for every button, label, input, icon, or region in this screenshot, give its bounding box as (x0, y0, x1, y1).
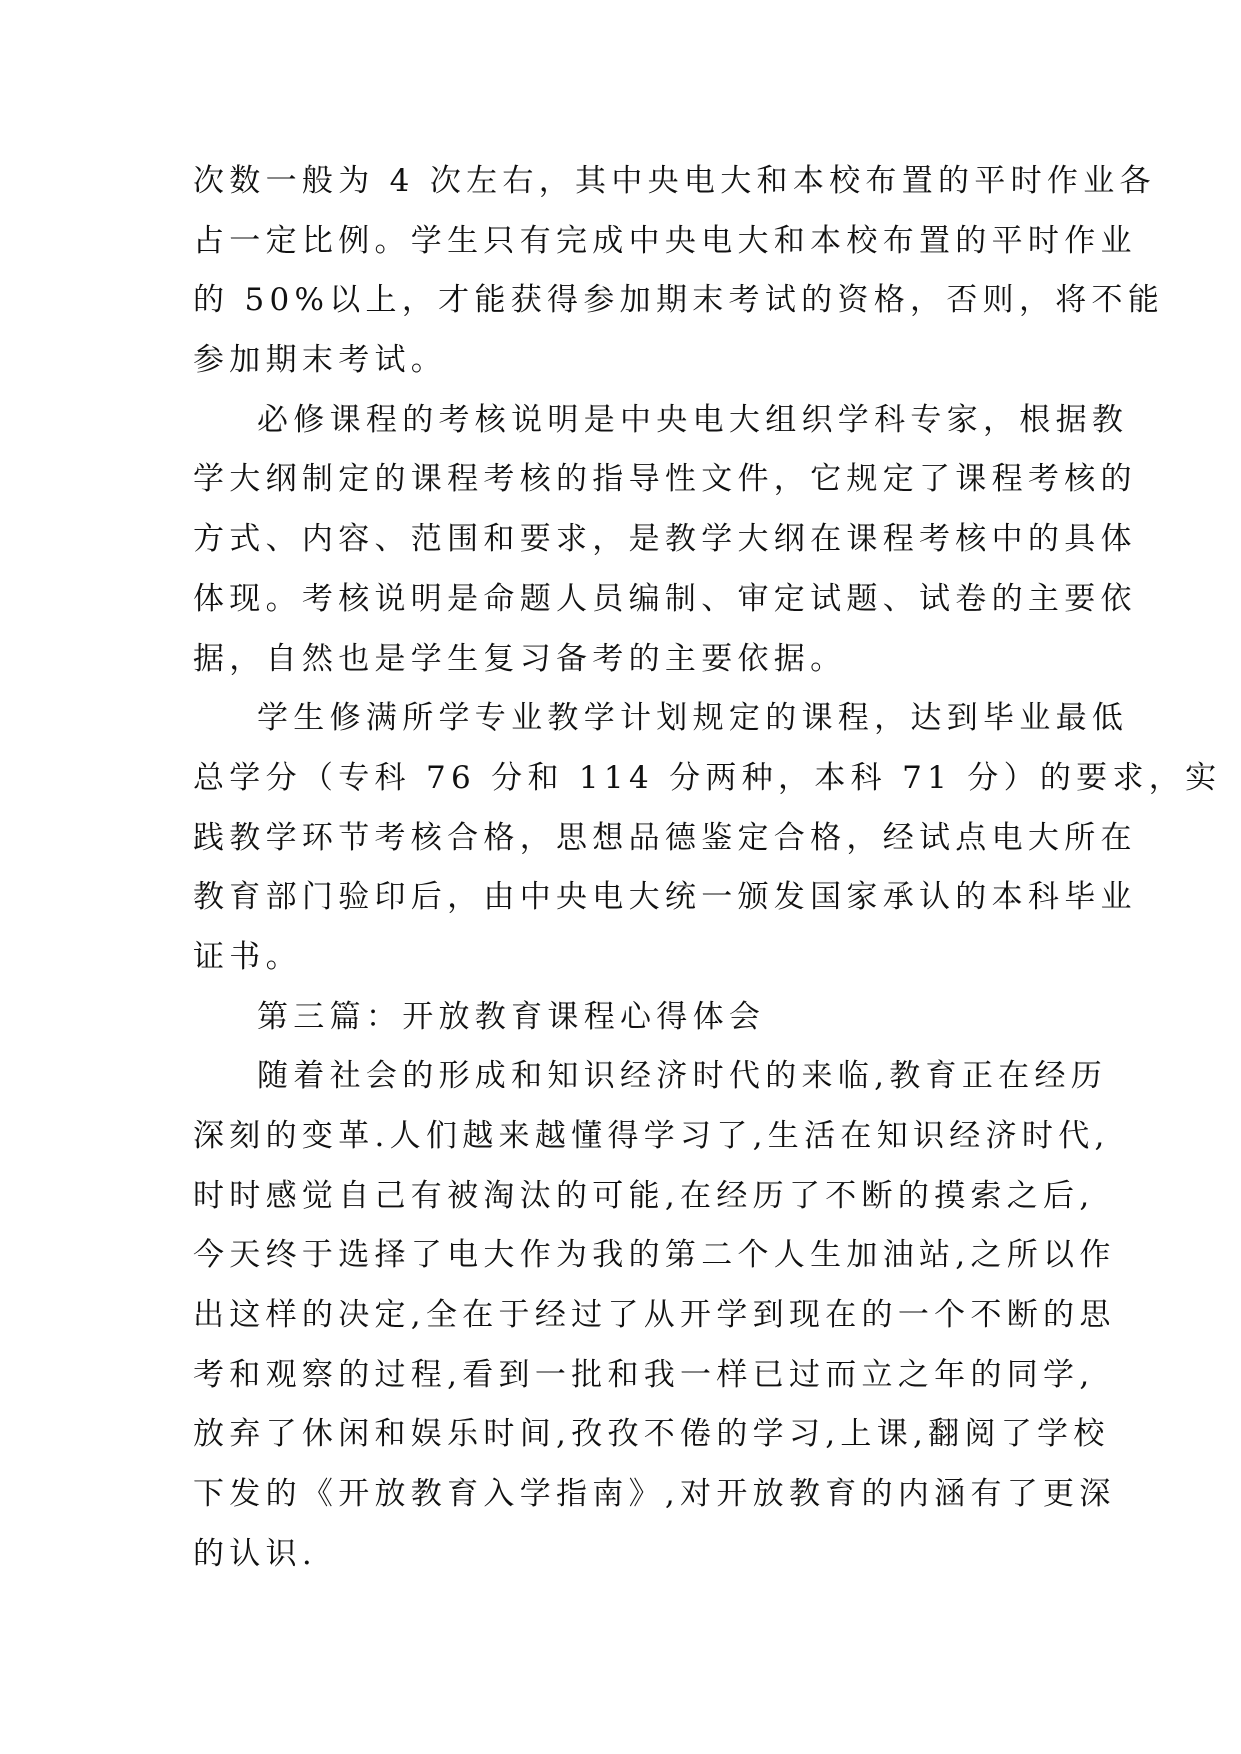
paragraph (193, 391, 1137, 689)
text-line: 时时感觉自己有被淘汰的可能,在经历了不断的摸索之后, (193, 1177, 1095, 1214)
text-line: 学生修满所学专业教学计划规定的课程，达到毕业最低 (257, 700, 1129, 737)
text-line: 今天终于选择了电大作为我的第二个人生加油站,之所以作 (193, 1237, 1116, 1274)
text-line: 总学分（专科 76 分和 114 分两种，本科 71 分）的要求，实 (193, 759, 1222, 796)
text-line: 学大纲制定的课程考核的指导性文件，它规定了课程考核的 (193, 461, 1137, 498)
paragraph (193, 689, 1222, 987)
text-line: 践教学环节考核合格，思想品德鉴定合格，经试点电大所在 (193, 819, 1137, 856)
text-line: 随着社会的形成和知识经济时代的来临,教育正在经历 (257, 1058, 1108, 1095)
text-line: 放弃了休闲和娱乐时间,孜孜不倦的学习,上课,翻阅了学校 (193, 1416, 1110, 1453)
text-line: 次数一般为 4 次左右，其中央电大和本校布置的平时作业各 (193, 163, 1156, 199)
text-line: 教育部门验印后，由中央电大统一颁发国家承认的本科毕业 (193, 879, 1137, 916)
text-line: 体现。考核说明是命题人员编制、审定试题、试卷的主要依 (193, 580, 1137, 617)
text-line: 据，自然也是学生复习备考的主要依据。 (193, 640, 847, 677)
section-heading (193, 988, 1053, 1048)
text-line: 出这样的决定,全在于经过了从开学到现在的一个不断的思 (193, 1297, 1116, 1334)
paragraph (193, 1047, 1116, 1584)
document-body (193, 152, 1222, 1585)
text-line: 参加期末考试。 (193, 342, 448, 379)
text-line: 方式、内容、范围和要求，是教学大纲在课程考核中的具体 (193, 521, 1137, 558)
text-line: 必修课程的考核说明是中央电大组织学科专家，根据教 (257, 401, 1129, 438)
text-line: 证书。 (193, 938, 302, 975)
text-line: 深刻的变革.人们越来越懂得学习了,生活在知识经济时代, (193, 1118, 1110, 1154)
text-line: 下发的《开放教育入学指南》,对开放教育的内涵有了更深 (193, 1476, 1116, 1513)
paragraph (193, 152, 1165, 391)
text-line: 占一定比例。学生只有完成中央电大和本校布置的平时作业 (193, 222, 1137, 259)
text-line: 考和观察的过程,看到一批和我一样已过而立之年的同学, (193, 1356, 1095, 1393)
text-line: 的 50%以上，才能获得参加期末考试的资格，否则，将不能 (193, 282, 1165, 319)
text-line: 的认识. (193, 1535, 318, 1572)
heading-line: 第三篇：开放教育课程心得体会 (257, 998, 766, 1035)
